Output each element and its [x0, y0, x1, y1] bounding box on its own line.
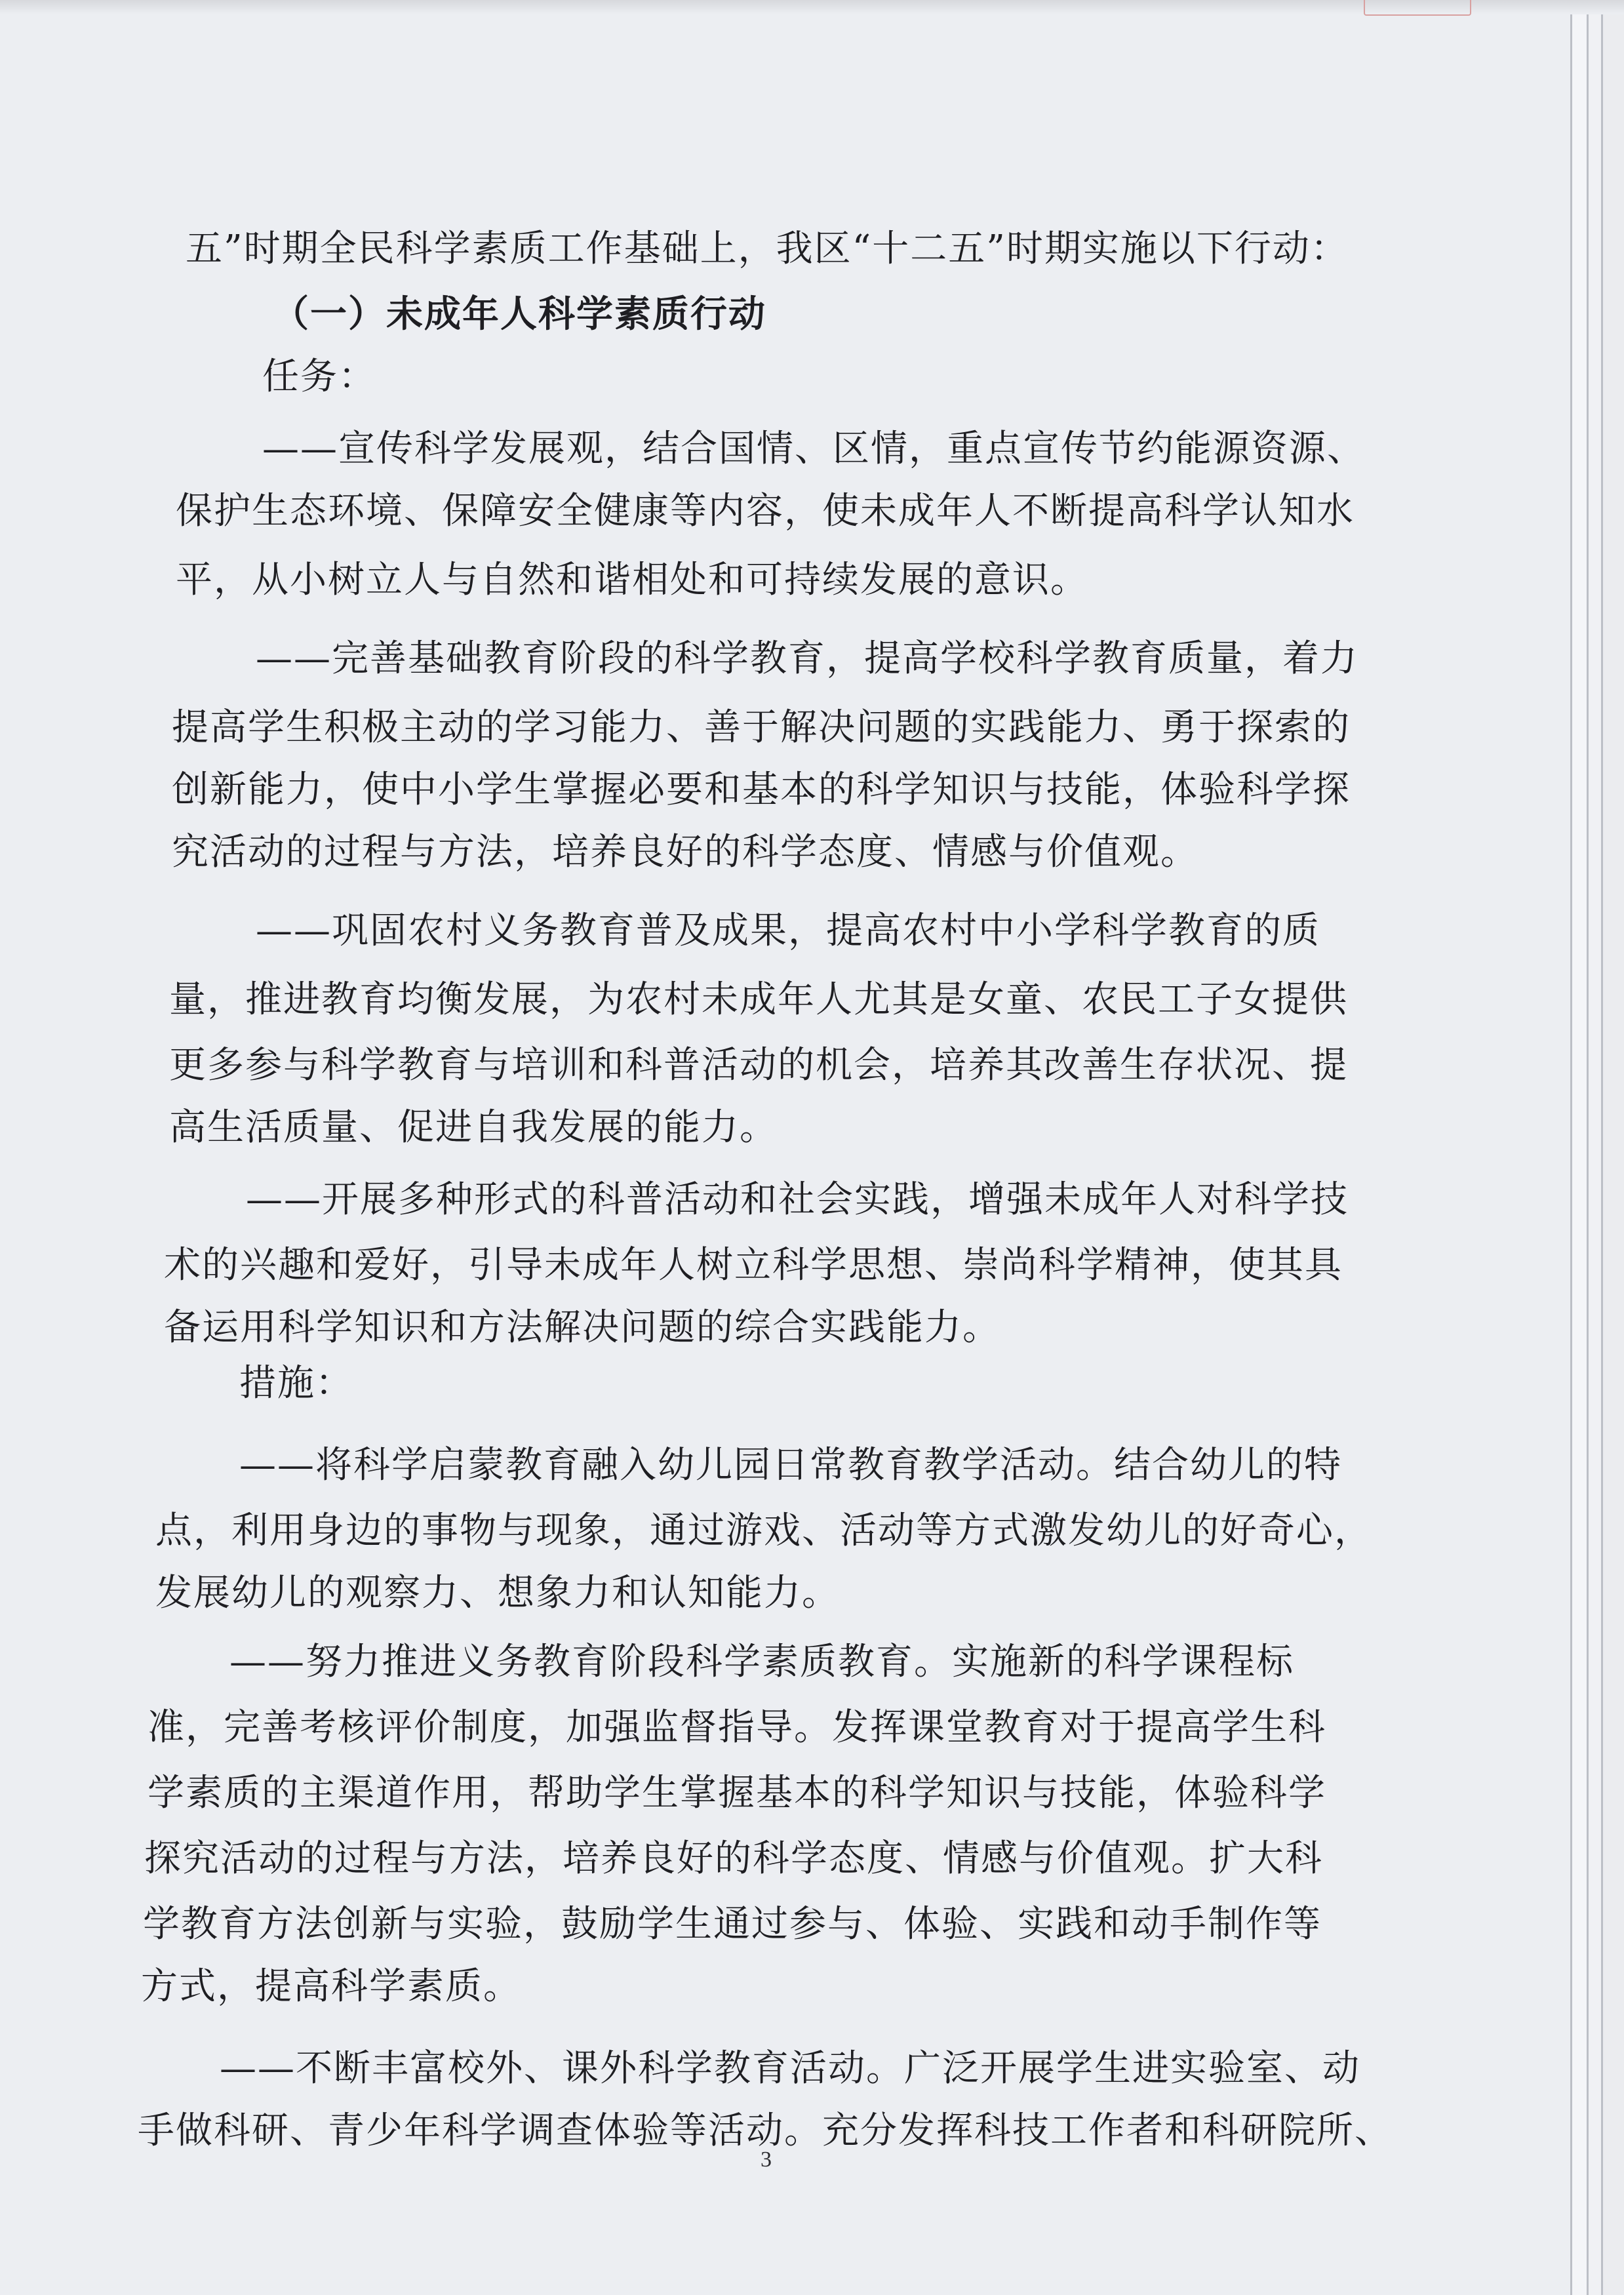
body-text-line: 学素质的主渠道作用，帮助学生掌握基本的科学知识与技能，体验科学 [148, 1772, 1326, 1814]
subsection-label: 措施： [239, 1362, 353, 1405]
body-text-line: 保护生态环境、保障安全健康等内容，使未成年人不断提高科学认知水 [176, 490, 1355, 532]
body-text-line: 五”时期全民科学素质工作基础上，我区“十二五”时期实施以下行动： [186, 228, 1349, 270]
body-text-line: ——完善基础教育阶段的科学教育，提高学校科学教育质量，着力 [256, 637, 1358, 680]
body-text-line: 术的兴趣和爱好，引导未成年人树立科学思想、崇尚科学精神，使其具 [164, 1244, 1343, 1287]
body-text-line: ——将科学启蒙教育融入幼儿园日常教育教学活动。结合幼儿的特 [239, 1444, 1342, 1487]
body-text-line: 手做科研、青少年科学调查体验等活动。充分发挥科技工作者和科研院所、 [138, 2109, 1393, 2152]
page-number: 3 [761, 2147, 772, 2172]
section-heading: （一）未成年人科学素质行动 [272, 293, 766, 336]
body-text-line: 备运用科学知识和方法解决问题的综合实践能力。 [164, 1306, 1000, 1349]
subsection-label: 任务： [262, 355, 376, 398]
body-text-line: ——努力推进义务教育阶段科学素质教育。实施新的科学课程标 [229, 1641, 1294, 1683]
body-text-line: 平，从小树立人与自然和谐相处和可持续发展的意识。 [176, 559, 1088, 601]
body-text-line: 创新能力，使中小学生掌握必要和基本的科学知识与技能，体验科学探 [172, 768, 1351, 811]
body-text-line: ——开展多种形式的科普活动和社会实践，增强未成年人对科学技 [246, 1178, 1349, 1221]
body-text-line: 点，利用身边的事物与现象，通过游戏、活动等方式激发幼儿的好奇心， [155, 1509, 1372, 1552]
body-text-line: 学教育方法创新与实验，鼓励学生通过参与、体验、实践和动手制作等 [143, 1903, 1322, 1946]
body-text-line: 探究活动的过程与方法，培养良好的科学态度、情感与价值观。扩大科 [144, 1837, 1323, 1880]
body-text-line: 究活动的过程与方法，培养良好的科学态度、情感与价值观。 [172, 831, 1198, 873]
body-text-line: 准，完善考核评价制度，加强监督指导。发挥课堂教育对于提高学生科 [148, 1706, 1326, 1749]
body-text-line: 高生活质量、促进自我发展的能力。 [169, 1106, 778, 1149]
body-text-line: ——巩固农村义务教育普及成果，提高农村中小学科学教育的质 [256, 909, 1320, 952]
body-text-line: ——不断丰富校外、课外科学教育活动。广泛开展学生进实验室、动 [220, 2047, 1360, 2090]
body-text-line: ——宣传科学发展观，结合国情、区情，重点宣传节约能源资源、 [262, 428, 1365, 470]
body-text-line: 提高学生积极主动的学习能力、善于解决问题的实践能力、勇于探索的 [172, 706, 1351, 749]
body-text-line: 更多参与科学教育与培训和科普活动的机会，培养其改善生存状况、提 [169, 1044, 1348, 1087]
body-text-line: 发展幼儿的观察力、想象力和认知能力。 [155, 1572, 840, 1614]
page-edge-decoration [1601, 0, 1624, 2295]
body-text-line: 方式，提高科学素质。 [141, 1965, 521, 2008]
body-text-line: 量，推进教育均衡发展，为农村未成年人尤其是女童、农民工子女提供 [169, 978, 1348, 1021]
